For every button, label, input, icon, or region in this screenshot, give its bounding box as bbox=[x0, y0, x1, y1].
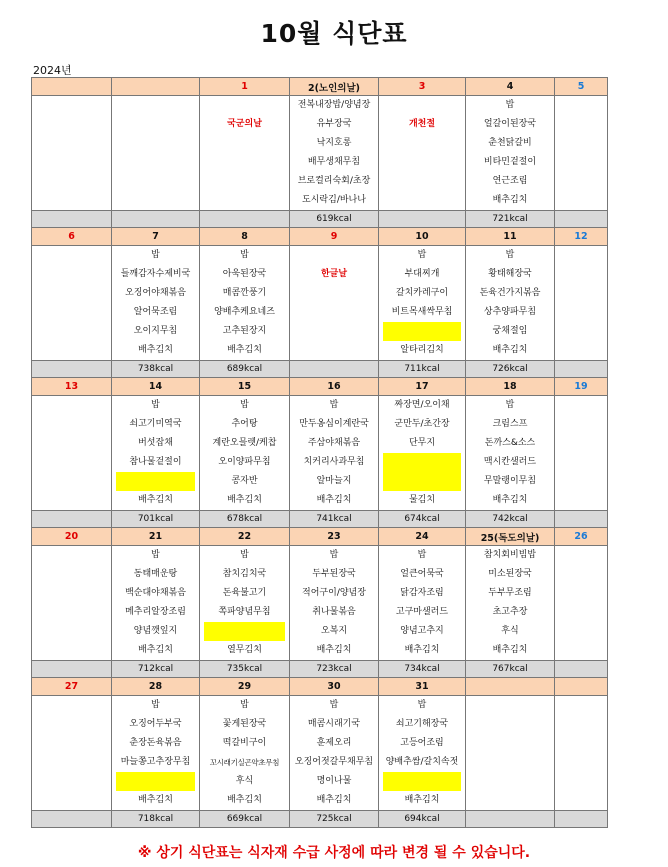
menu-item: 밥 bbox=[151, 700, 160, 710]
date-label: 14 bbox=[112, 378, 200, 396]
menu-cell bbox=[555, 246, 608, 361]
menu-cell bbox=[290, 546, 379, 661]
menu-item: 만두옹심이계란국 bbox=[299, 419, 369, 429]
menu-cell bbox=[555, 546, 608, 661]
menu-cell bbox=[555, 396, 608, 511]
menu-item: 마늘쫑고추장무침 bbox=[120, 757, 191, 767]
menu-item: 밥 bbox=[329, 400, 339, 410]
date-label: 11 bbox=[466, 228, 555, 246]
menu-item: 비타민겉절이 bbox=[483, 157, 537, 167]
date-label: 29 bbox=[200, 678, 290, 696]
kcal-value bbox=[32, 661, 112, 678]
date-label: 22 bbox=[200, 528, 290, 546]
menu-item: 알타리김치 bbox=[400, 345, 444, 355]
menu-item: 고등어조림 bbox=[400, 738, 444, 748]
menu-cell bbox=[290, 396, 379, 511]
menu-item: 치커리사과무침 bbox=[303, 457, 365, 467]
menu-item: 밥 bbox=[151, 550, 160, 560]
menu-item: 배추김치 bbox=[492, 195, 528, 205]
menu-item: 배추김치 bbox=[227, 345, 262, 355]
menu-cell bbox=[112, 546, 200, 661]
menu-cell bbox=[379, 396, 466, 511]
menu-item: 닭감자조림 bbox=[400, 588, 444, 598]
menu-item: 배추김치 bbox=[138, 495, 173, 505]
menu-item: 크림스프 bbox=[492, 419, 528, 429]
menu-cell bbox=[32, 246, 112, 361]
date-header-row bbox=[32, 378, 608, 396]
kcal-value: 712kcal bbox=[112, 661, 200, 678]
menu-item: 돈육불고기 bbox=[222, 588, 267, 598]
menu-cell bbox=[112, 96, 200, 211]
kcal-value bbox=[32, 211, 112, 228]
date-header-row bbox=[32, 228, 608, 246]
menu-item: 양배추케요네즈 bbox=[214, 307, 275, 317]
menu-item bbox=[383, 322, 461, 341]
date-label: 7 bbox=[112, 228, 200, 246]
menu-item: 밥 bbox=[329, 550, 339, 560]
menu-item: 알마늘지 bbox=[316, 476, 352, 486]
date-label: 17 bbox=[379, 378, 466, 396]
menu-item: 양념깻잎지 bbox=[133, 626, 178, 636]
menu-cell bbox=[200, 696, 290, 811]
menu-item: 배추김치 bbox=[316, 795, 352, 805]
date-label bbox=[466, 678, 555, 696]
menu-cell bbox=[466, 246, 555, 361]
menu-item: 단무지 bbox=[408, 438, 436, 448]
menu-item: 돈육건가지볶음 bbox=[479, 288, 541, 298]
date-label: 8 bbox=[200, 228, 290, 246]
menu-item: 도시락김/바나나 bbox=[302, 195, 366, 205]
menu-item: 유부장국 bbox=[316, 119, 352, 129]
menu-item: 고구마샐러드 bbox=[395, 607, 449, 617]
menu-item: 떡갈비구이 bbox=[222, 738, 267, 748]
menu-item: 낙지호롱 bbox=[316, 138, 352, 148]
menu-item bbox=[383, 453, 461, 472]
menu-item: 매콤깐풍기 bbox=[222, 288, 267, 298]
date-label: 2(노인의날) bbox=[290, 78, 379, 96]
menu-item: 콩자반 bbox=[231, 476, 258, 486]
menu-cell bbox=[466, 96, 555, 211]
menu-item: 궁채절임 bbox=[492, 326, 528, 336]
kcal-row bbox=[32, 661, 608, 678]
menu-table bbox=[31, 77, 608, 828]
date-label: 5 bbox=[555, 78, 608, 96]
menu-item: 배추김치 bbox=[492, 345, 528, 355]
menu-cell bbox=[466, 546, 555, 661]
menu-item: 쇠고기미역국 bbox=[129, 419, 182, 429]
menu-item bbox=[116, 772, 195, 791]
date-label: 28 bbox=[112, 678, 200, 696]
menu-item: 연근조림 bbox=[492, 176, 528, 186]
kcal-value: 701kcal bbox=[112, 511, 200, 528]
menu-item: 미소된장국 bbox=[488, 569, 532, 579]
kcal-value bbox=[200, 211, 290, 228]
menu-item: 꼬시래기실곤약초무침 bbox=[209, 758, 280, 767]
menu-item: 두부된장국 bbox=[312, 569, 356, 579]
menu-row bbox=[32, 246, 608, 361]
menu-item: 맥시칸샐러드 bbox=[483, 457, 537, 467]
holiday-label: 국군의날 bbox=[227, 119, 262, 129]
menu-item: 밥 bbox=[151, 400, 160, 410]
menu-cell bbox=[112, 396, 200, 511]
menu-item: 쇠고기해장국 bbox=[395, 719, 449, 729]
kcal-value: 723kcal bbox=[290, 661, 379, 678]
menu-item: 계란오믈렛/케찹 bbox=[212, 438, 277, 448]
date-label: 3 bbox=[379, 78, 466, 96]
menu-item: 밥 bbox=[240, 700, 249, 710]
date-label: 21 bbox=[112, 528, 200, 546]
menu-item: 열무김치 bbox=[227, 645, 262, 655]
menu-item: 오징어두부국 bbox=[129, 719, 182, 729]
menu-item: 군만두/초간장 bbox=[394, 419, 450, 429]
menu-item: 알어묵조림 bbox=[133, 307, 178, 317]
date-label: 16 bbox=[290, 378, 379, 396]
menu-item: 배추김치 bbox=[404, 795, 440, 805]
menu-item: 물김치 bbox=[408, 495, 436, 505]
menu-cell bbox=[200, 96, 290, 211]
menu-item: 밥 bbox=[505, 100, 515, 110]
menu-cell bbox=[555, 696, 608, 811]
kcal-value: 678kcal bbox=[200, 511, 290, 528]
menu-cell bbox=[112, 246, 200, 361]
menu-item: 얼갈이된장국 bbox=[483, 119, 537, 129]
date-label bbox=[555, 678, 608, 696]
kcal-value bbox=[466, 811, 555, 828]
kcal-row bbox=[32, 511, 608, 528]
kcal-row bbox=[32, 361, 608, 378]
kcal-value: 734kcal bbox=[379, 661, 466, 678]
kcal-value: 694kcal bbox=[379, 811, 466, 828]
menu-item: 상추양파무침 bbox=[483, 307, 537, 317]
date-label: 1 bbox=[200, 78, 290, 96]
menu-item: 배추김치 bbox=[227, 495, 262, 505]
menu-item bbox=[383, 472, 461, 491]
date-header-row bbox=[32, 528, 608, 546]
menu-item: 고추된장지 bbox=[222, 326, 267, 336]
menu-item: 오이양파무침 bbox=[218, 457, 271, 467]
menu-item: 버섯잡채 bbox=[138, 438, 173, 448]
menu-cell bbox=[466, 396, 555, 511]
menu-item: 부대찌개 bbox=[404, 269, 440, 279]
date-label: 25(독도의날) bbox=[466, 528, 555, 546]
menu-item: 꽃게된장국 bbox=[222, 719, 267, 729]
menu-item: 메추리알장조림 bbox=[125, 607, 186, 617]
menu-item: 배추김치 bbox=[404, 645, 440, 655]
date-label: 9 bbox=[290, 228, 379, 246]
menu-cell bbox=[290, 246, 379, 361]
menu-item: 양념고추지 bbox=[400, 626, 444, 636]
menu-row bbox=[32, 96, 608, 211]
menu-item: 주삼야채볶음 bbox=[307, 438, 361, 448]
menu-item: 밥 bbox=[329, 700, 339, 710]
kcal-value: 619kcal bbox=[290, 211, 379, 228]
menu-item: 동태매운탕 bbox=[133, 569, 178, 579]
menu-item: 황태해장국 bbox=[488, 269, 532, 279]
menu-item: 밥 bbox=[505, 250, 515, 260]
menu-item: 참치김치국 bbox=[222, 569, 267, 579]
date-label: 10 bbox=[379, 228, 466, 246]
menu-item: 양배추쌈/갈치속젓 bbox=[385, 757, 459, 767]
menu-cell bbox=[379, 696, 466, 811]
menu-item: 배추김치 bbox=[227, 795, 262, 805]
menu-item: 얼큰어묵국 bbox=[400, 569, 444, 579]
menu-item: 춘천닭갈비 bbox=[488, 138, 532, 148]
kcal-value: 735kcal bbox=[200, 661, 290, 678]
menu-item: 밥 bbox=[417, 250, 427, 260]
kcal-row bbox=[32, 211, 608, 228]
kcal-value: 674kcal bbox=[379, 511, 466, 528]
kcal-value: 689kcal bbox=[200, 361, 290, 378]
menu-item: 밥 bbox=[505, 400, 515, 410]
menu-item: 춘장돈육볶음 bbox=[129, 738, 182, 748]
menu-item: 참나물겉절이 bbox=[129, 457, 182, 467]
menu-item: 무말랭이무침 bbox=[483, 476, 537, 486]
date-label: 30 bbox=[290, 678, 379, 696]
menu-cell bbox=[200, 546, 290, 661]
date-label: 19 bbox=[555, 378, 608, 396]
kcal-value: 711kcal bbox=[379, 361, 466, 378]
kcal-value bbox=[290, 361, 379, 378]
kcal-value: 738kcal bbox=[112, 361, 200, 378]
menu-item: 훈제오리 bbox=[316, 738, 352, 748]
kcal-value: 741kcal bbox=[290, 511, 379, 528]
menu-item: 후식 bbox=[235, 776, 254, 786]
kcal-value: 721kcal bbox=[466, 211, 555, 228]
menu-item: 매콤시래기국 bbox=[307, 719, 361, 729]
menu-item: 돈까스&소스 bbox=[484, 438, 536, 448]
menu-item: 배추김치 bbox=[138, 345, 173, 355]
kcal-value bbox=[32, 811, 112, 828]
menu-cell bbox=[290, 96, 379, 211]
menu-item: 밥 bbox=[240, 400, 249, 410]
menu-item: 밥 bbox=[151, 250, 160, 260]
date-label: 31 bbox=[379, 678, 466, 696]
date-label bbox=[32, 78, 112, 96]
kcal-value: 725kcal bbox=[290, 811, 379, 828]
date-label: 12 bbox=[555, 228, 608, 246]
menu-row bbox=[32, 696, 608, 811]
menu-cell bbox=[200, 246, 290, 361]
menu-item: 배추김치 bbox=[492, 645, 528, 655]
date-label: 6 bbox=[32, 228, 112, 246]
kcal-value bbox=[555, 361, 608, 378]
date-label: 13 bbox=[32, 378, 112, 396]
menu-cell bbox=[379, 546, 466, 661]
menu-cell bbox=[32, 546, 112, 661]
menu-item: 후식 bbox=[501, 626, 519, 636]
menu-cell bbox=[379, 96, 466, 211]
menu-item: 갈치카레구이 bbox=[395, 288, 449, 298]
notice-text: ※ 상기 식단표는 식자재 수급 사정에 따라 변경 될 수 있습니다. bbox=[137, 845, 531, 861]
kcal-value bbox=[112, 211, 200, 228]
menu-item: 추어탕 bbox=[231, 419, 258, 429]
menu-item: 백순대야채볶음 bbox=[125, 588, 186, 598]
page-title: 10월 식단표 bbox=[260, 19, 408, 48]
menu-item bbox=[116, 472, 195, 491]
menu-item: 오징어젓갈무채무침 bbox=[294, 757, 374, 767]
menu-item bbox=[383, 772, 461, 791]
menu-cell bbox=[379, 246, 466, 361]
menu-item: 아욱된장국 bbox=[222, 269, 267, 279]
menu-cell bbox=[466, 696, 555, 811]
menu-item: 배무생채무침 bbox=[307, 157, 361, 167]
kcal-value: 726kcal bbox=[466, 361, 555, 378]
kcal-value: 669kcal bbox=[200, 811, 290, 828]
menu-item: 밥 bbox=[417, 700, 427, 710]
date-label bbox=[112, 78, 200, 96]
kcal-value bbox=[32, 361, 112, 378]
menu-cell bbox=[290, 696, 379, 811]
menu-item: 밥 bbox=[417, 550, 427, 560]
kcal-value: 767kcal bbox=[466, 661, 555, 678]
menu-cell bbox=[555, 96, 608, 211]
kcal-value bbox=[555, 511, 608, 528]
kcal-value bbox=[555, 211, 608, 228]
menu-item: 비트목새싹무침 bbox=[391, 307, 453, 317]
menu-item: 짜장면/오이채 bbox=[394, 400, 450, 410]
menu-item: 취나물볶음 bbox=[312, 607, 356, 617]
date-label: 4 bbox=[466, 78, 555, 96]
year-label: 2024년 bbox=[33, 64, 72, 77]
menu-item: 밥 bbox=[240, 550, 249, 560]
holiday-label: 한글날 bbox=[320, 269, 348, 279]
menu-cell bbox=[32, 396, 112, 511]
menu-row bbox=[32, 546, 608, 661]
menu-item bbox=[204, 622, 285, 641]
menu-item: 쪽파양념무침 bbox=[218, 607, 271, 617]
date-label: 24 bbox=[379, 528, 466, 546]
date-label: 18 bbox=[466, 378, 555, 396]
menu-item: 참치회비빔밥 bbox=[483, 550, 537, 560]
menu-item: 브로컬리숙회/초장 bbox=[297, 176, 371, 186]
menu-cell bbox=[32, 96, 112, 211]
date-label: 15 bbox=[200, 378, 290, 396]
menu-item: 두부무조림 bbox=[488, 588, 532, 598]
holiday-label: 개천절 bbox=[408, 119, 436, 129]
kcal-value: 718kcal bbox=[112, 811, 200, 828]
menu-item: 초고추장 bbox=[492, 607, 528, 617]
kcal-value bbox=[32, 511, 112, 528]
menu-cell bbox=[112, 696, 200, 811]
date-header-row bbox=[32, 678, 608, 696]
kcal-value bbox=[379, 211, 466, 228]
date-label: 27 bbox=[32, 678, 112, 696]
date-header-row bbox=[32, 78, 608, 96]
menu-item: 명이나물 bbox=[316, 776, 352, 786]
menu-item: 배추김치 bbox=[138, 645, 173, 655]
menu-item: 배추김치 bbox=[492, 495, 528, 505]
kcal-value bbox=[555, 661, 608, 678]
kcal-row bbox=[32, 811, 608, 828]
menu-row bbox=[32, 396, 608, 511]
menu-item: 배추김치 bbox=[316, 495, 352, 505]
kcal-value: 742kcal bbox=[466, 511, 555, 528]
menu-item: 적어구이/양념장 bbox=[302, 588, 366, 598]
menu-item: 오복지 bbox=[320, 626, 348, 636]
menu-item: 배추김치 bbox=[138, 795, 173, 805]
date-label: 26 bbox=[555, 528, 608, 546]
date-label: 20 bbox=[32, 528, 112, 546]
menu-item: 배추김치 bbox=[316, 645, 352, 655]
menu-item: 밥 bbox=[240, 250, 249, 260]
menu-cell bbox=[200, 396, 290, 511]
menu-item: 들깨감자수제비국 bbox=[120, 269, 191, 279]
menu-item: 오이지무침 bbox=[133, 326, 178, 336]
menu-item: 전복내장밥/양념장 bbox=[297, 100, 371, 110]
menu-item: 오징어야채볶음 bbox=[125, 288, 186, 298]
menu-cell bbox=[32, 696, 112, 811]
kcal-value bbox=[555, 811, 608, 828]
date-label: 23 bbox=[290, 528, 379, 546]
